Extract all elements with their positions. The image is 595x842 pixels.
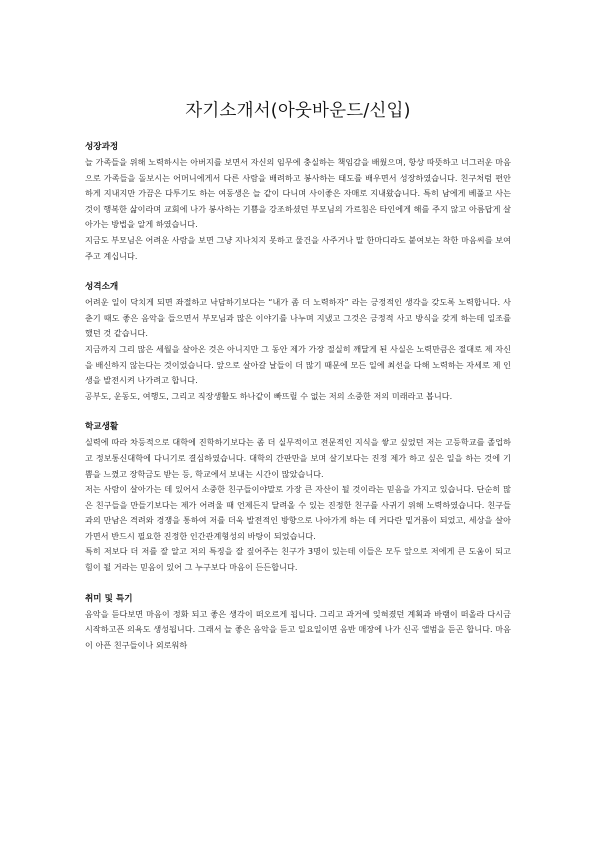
paragraph: 실력에 따라 차등적으로 대학에 진학하기보다는 좀 더 실무적이고 전문적인 지식을 쌓고 싶었던 저는 고등학교를 졸업하고 정보통신대학에 다니기로 결심하였습니다. 대학의 간판만을 보며 살기보다는 진정 제가 하고 싶은 일을 하는 것에 기쁨을 느꼈고 장학금도 받는 등, 학교에서 보내는 시간이 많았습니다.	[85, 437, 511, 479]
section-hobbies	[85, 591, 511, 654]
section-heading: 성격소개	[85, 282, 119, 293]
paragraph: 저는 사람이 살아가는 데 있어서 소중한 친구들이야말로 가장 큰 자산이 될 것이라는 믿음을 가지고 있습니다. 단순히 많은 친구들을 만들기보다는 제가 어려울 때 언제든지 달려올 수 있는 진정한 친구를 사귀기 위해 노력하였습니다. 친구들과의 만남은 격려와 경쟁을 통하여 저를 더욱 발전적인 방향으로 나아가게 하는 데 커다란 밑거름이 되었고, 세상을 살아가면서 반드시 필요한 진정한 인간관계형성의 바탕이 되었습니다.	[85, 484, 511, 541]
paragraph: 지금까지 그리 많은 세월을 살아온 것은 아니지만 그 동안 제가 가장 절실히 깨달게 된 사실은 노력만큼은 절대로 제 자신을 배신하지 않는다는 것이었습니다. 앞으로 살아갈 날들이 더 많기 때문에 모든 일에 최선을 다해 노력하는 자세로 제 인생을 발전시켜 나가려고 합니다.	[85, 343, 511, 386]
paragraph: 어려운 일이 닥치게 되면 좌절하고 낙담하기보다는 “내가 좀 더 노력하자” 라는 긍정적인 생각을 갖도록 노력합니다. 사춘기 때도 좋은 음악을 들으면서 부모님과 많은 이야기를 나누며 지냈고 그것은 긍정적 사고 방식을 갖게 하는데 일조를 했던 것 같습니다.	[85, 297, 511, 339]
section-heading: 성장과정	[85, 142, 119, 152]
paragraph: 늘 가족들을 위해 노력하시는 아버지를 보면서 자신의 임무에 충실하는 책임감을 배웠으며, 항상 따뜻하고 너그러운 마음으로 가족들을 돌보시는 어머니에게서 다른 사람을 배려하고 봉사하는 태도를 배우면서 성장하였습니다. 친구처럼 편안하게 지내지만 가끔은 다투기도 하는 여동생은 늘 같이 다니며 사이좋은 자매로 지내왔습니다. 특히 남에게 베풀고 사는 것이 행복한 삶이라며 교회에 나가 봉사하는 기쁨을 강조하셨던 부모님의 가르침은 타인에게 해를 주지 않고 아름답게 살아가는 방법을 알게 하였습니다.	[85, 157, 511, 230]
section-heading: 학교생활	[85, 422, 119, 433]
paragraph: 음악을 듣다보면 마음이 정화 되고 좋은 생각이 떠오르게 됩니다. 그리고 과거에 잊혀졌던 계획과 바램이 떠올라 다시금 시작하고픈 의욕도 생성됩니다. 그래서 늘 좋은 음악을 듣고 일요일이면 음반 매장에 나가 신곡 앨범을 듣곤 합니다. 마음이 아픈 친구들이나 외로워하	[85, 608, 511, 650]
paragraph: 특히 저보다 더 저를 잘 알고 저의 특징을 잘 짚어주는 친구가 3명이 있는데 이들은 모두 앞으로 저에게 큰 도움이 되고 힘이 될 거라는 믿음이 있어 그 누구보다 마음이 든든합니다.	[85, 546, 511, 573]
section-school-life	[85, 419, 511, 575]
paragraph: 공부도, 운동도, 여행도, 그리고 직장생활도 하나같이 빠뜨릴 수 없는 저의 소중한 저의 미래라고 봅니다.	[85, 390, 453, 401]
paragraph: 지금도 부모님은 어려운 사람을 보면 그냥 지나치지 못하고 물건을 사주거나 말 한마디라도 붙여보는 착한 마음씨를 보여주고 계십니다.	[85, 234, 511, 261]
section-heading: 취미 및 특기	[85, 593, 133, 604]
section-personality	[85, 279, 511, 404]
document-title: 자기소개서(아웃바운드/신입)	[185, 101, 411, 121]
section-growth	[85, 139, 511, 264]
